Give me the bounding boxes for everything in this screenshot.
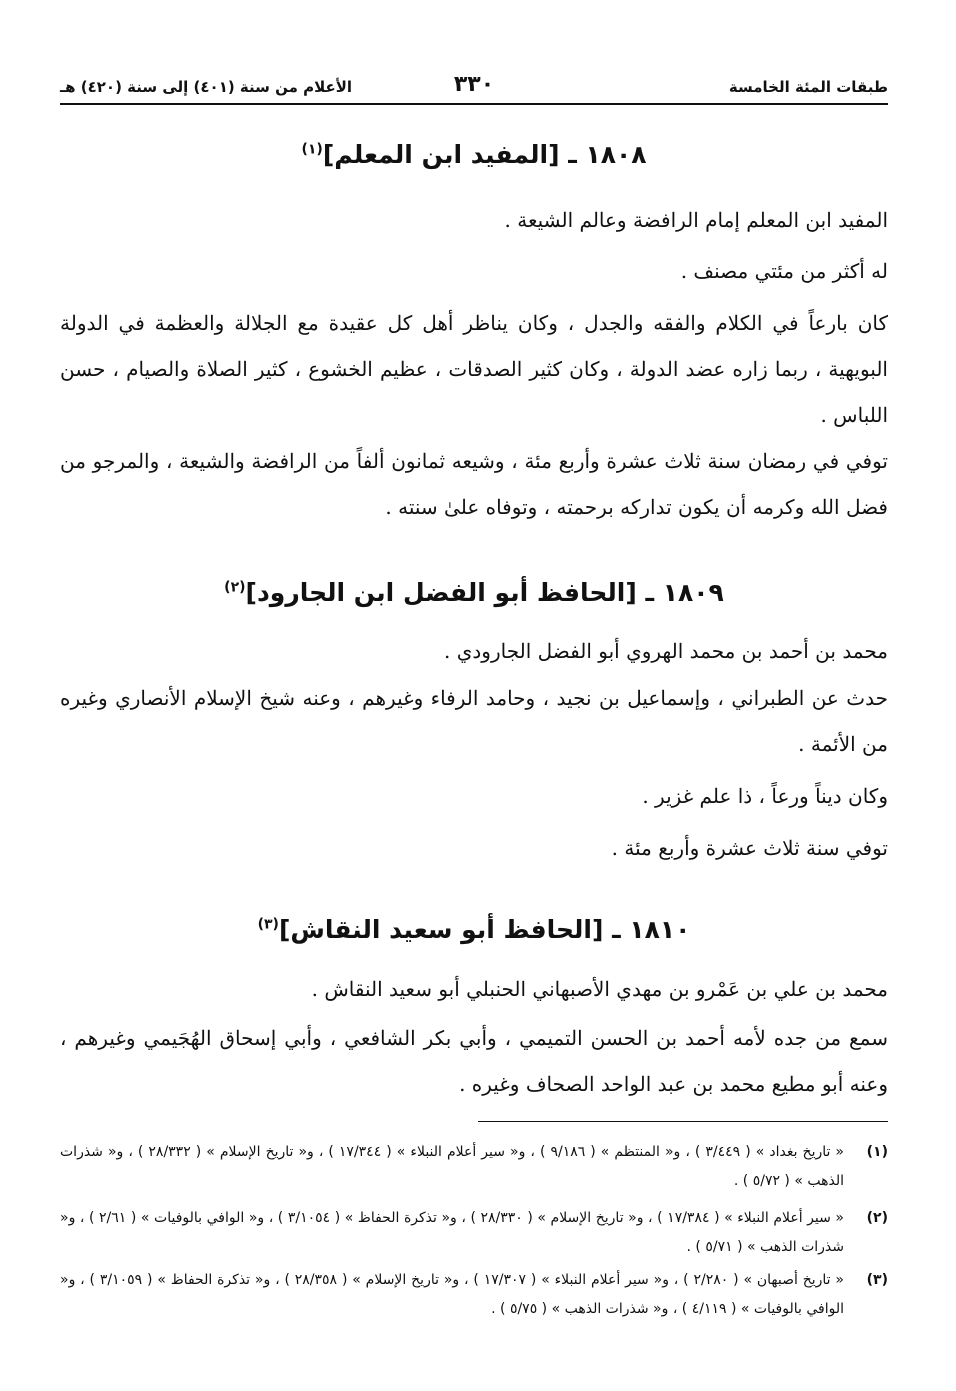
footnote-text: « تاريخ أصبهان » ( ٢/٢٨٠ ) ، و« سير أعلام النبلاء » ( ١٧/٣٠٧ ) ، و« تاريخ الإسلام » ( ٢٨/٣٥٨ ) ، و« تذكرة الحفاظ » ( ٣/١٠٥٩ ) ، و« الوافي بالوفيات » ( ٤/١١٩ ) ، و« شذرات الذهب » ( ٥/٧٥ ) . [60,1272,844,1317]
running-header [60,72,888,102]
footnote-number: (٣) [866,1272,888,1288]
paragraph: محمد بن علي بن عَمْرو بن مهدي الأصبهاني الحنبلي أبو سعيد النقاش . [311,977,888,1001]
footnote-rule [478,1121,888,1122]
footnote-text: « سير أعلام النبلاء » ( ١٧/٣٨٤ ) ، و« تاريخ الإسلام » ( ٢٨/٣٣٠ ) ، و« تذكرة الحفاظ » ( ٣/١٠٥٤ ) ، و« الوافي بالوفيات » ( ٢/٦١ ) ، و« شذرات الذهب » ( ٥/٧١ ) . [60,1210,844,1255]
entry-title-1809 [60,578,888,607]
footnote-1 [60,1138,888,1196]
paragraph: توفي في رمضان سنة ثلاث عشرة وأربع مئة ، وشيعه ثمانون ألفاً من الرافضة والشيعة ، والمرجو من فضل الله وكرمه أن يكون تداركه برحمته ، وتوفاه علىٰ سنته . [60,449,888,519]
footnote-ref: (١) [301,141,323,158]
paragraph: وكان ديناً ورعاً ، ذا علم غزير . [642,784,888,808]
entry-title-1810 [60,915,888,944]
entry-title-text: ١٨١٠ ـ [الحافظ أبو سعيد النقاش] [278,915,691,944]
footnote-text: « تاريخ بغداد » ( ٣/٤٤٩ ) ، و« المنتظم » ( ٩/١٨٦ ) ، و« سير أعلام النبلاء » ( ١٧/٣٤٤ ) ، و« تاريخ الإسلام » ( ٢٨/٣٣٢ ) ، و« شذرات الذهب » ( ٥/٧٢ ) . [60,1144,844,1189]
paragraph: المفيد ابن المعلم إمام الرافضة وعالم الشيعة . [504,208,888,232]
footnote-ref: (٢) [224,579,246,596]
entry-title-text: ١٨٠٨ ـ [المفيد ابن المعلم] [322,140,647,169]
paragraph: محمد بن أحمد بن محمد الهروي أبو الفضل الجارودي . [444,639,888,663]
entry-title-text: ١٨٠٩ ـ [الحافظ أبو الفضل ابن الجارود] [245,578,724,607]
header-rule [60,103,888,105]
paragraph: توفي سنة ثلاث عشرة وأربع مئة . [611,836,888,860]
page-number: ٣٣٠ [453,72,495,97]
footnote-ref: (٣) [257,916,279,933]
footnote-3 [60,1266,888,1324]
paragraph: كان بارعاً في الكلام والفقه والجدل ، وكان يناظر أهل كل عقيدة مع الجلالة والعظمة في الدولة البويهية ، ربما زاره عضد الدولة ، وكان كثير الصدقات ، عظيم الخشوع ، كثير الصلاة والصيام ، حسن اللباس . [60,311,888,427]
footnote-number: (٢) [866,1210,888,1226]
paragraph: سمع من جده لأمه أحمد بن الحسن التميمي ، وأبي بكر الشافعي ، وأبي إسحاق الهُجَيمي وغيرهم ، وعنه أبو مطيع محمد بن عبد الواحد الصحاف وغيره . [60,1026,888,1096]
section-title: طبقات المئة الخامسة [728,78,888,96]
footnote-number: (١) [866,1144,888,1160]
entry-title-1808 [60,140,888,169]
paragraph: حدث عن الطبراني ، وإسماعيل بن نجيد ، وحامد الرفاء وغيرهم ، وعنه شيخ الإسلام الأنصاري وغيره من الأئمة . [60,686,888,756]
range-title: الأعلام من سنة (٤٠١) إلى سنة (٤٢٠) هـ [60,78,353,96]
paragraph: له أكثر من مئتي مصنف . [680,259,888,283]
footnote-2 [60,1204,888,1262]
